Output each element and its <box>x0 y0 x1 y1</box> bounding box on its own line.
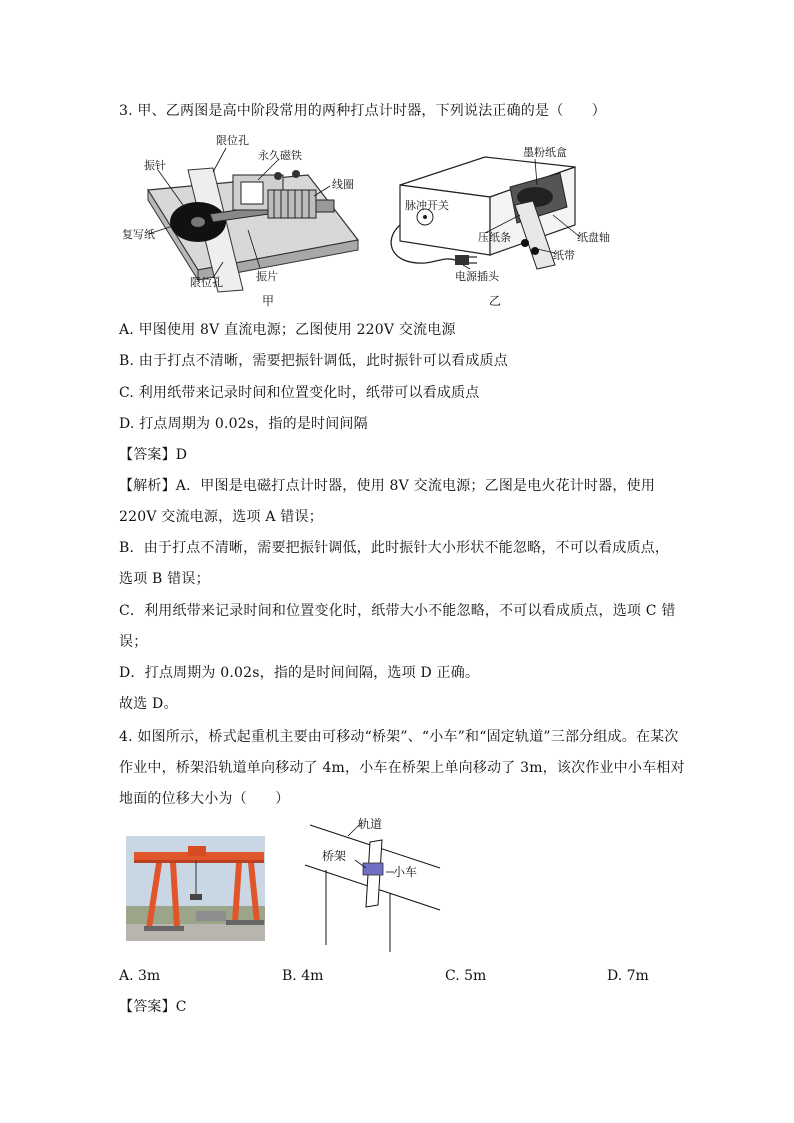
crane-photo <box>126 836 265 941</box>
q4-stem-line-2: 作业中，桥架沿轨道单向移动了 4m，小车在桥架上单向移动了 3m，该次作业中小车相对 <box>119 760 685 776</box>
q3-analysis-line-8: 故选 D。 <box>119 696 178 712</box>
label-paper-tape: 纸带 <box>553 249 575 262</box>
label-reel-axis: 纸盘轴 <box>577 231 610 244</box>
q3-answer: 【答案】D <box>119 447 188 463</box>
crane-schematic <box>300 810 450 955</box>
q3-analysis-line-1: 【解析】A．甲图是电磁打点计时器，使用 8V 交流电源；乙图是电火花计时器，使用 <box>119 478 656 494</box>
caption-jia: 甲 <box>262 294 275 308</box>
q3-stem: 3. 甲、乙两图是高中阶段常用的两种打点计时器，下列说法正确的是（ ） <box>119 103 607 119</box>
figure-electromagnetic-timer <box>118 130 368 305</box>
label-xianweikong-bottom: 限位孔 <box>190 276 223 289</box>
q4-stem-line-1: 4. 如图所示，桥式起重机主要由可移动“桥架”、“小车”和“固定轨道”三部分组成。在某次 <box>119 729 679 745</box>
q3-analysis-line-3: B．由于打点不清晰，需要把振针调低，此时振针大小形状不能忽略，不可以看成质点， <box>119 540 670 556</box>
q3-option-d: D. 打点周期为 0.02s，指的是时间间隔 <box>119 416 368 432</box>
label-coil: 线圈 <box>332 178 354 191</box>
q3-option-c: C. 利用纸带来记录时间和位置变化时，纸带可以看成质点 <box>119 385 480 401</box>
q3-option-a: A. 甲图使用 8V 直流电源；乙图使用 220V 交流电源 <box>119 322 456 338</box>
label-bridge: 桥架 <box>322 849 347 863</box>
label-press-strip: 压纸条 <box>478 231 511 244</box>
label-permanent-magnet: 永久磁铁 <box>258 149 302 162</box>
label-cart: 小车 <box>393 865 418 879</box>
q4-option-c: C. 5m <box>445 968 487 984</box>
label-carbon-paper: 复写纸 <box>122 228 155 241</box>
caption-yi: 乙 <box>489 294 502 308</box>
q4-stem-line-3: 地面的位移大小为（ ） <box>119 791 290 807</box>
q3-analysis-line-2: 220V 交流电源，选项 A 错误； <box>119 509 323 525</box>
label-rail: 轨道 <box>358 817 383 831</box>
q3-analysis-line-5: C．利用纸带来记录时间和位置变化时，纸带大小不能忽略，不可以看成质点，选项 C 错 <box>119 603 676 619</box>
label-pulse-switch: 脉冲开关 <box>405 199 449 212</box>
q4-option-a: A. 3m <box>119 968 161 984</box>
label-power-plug: 电源插头 <box>455 270 499 283</box>
q3-option-b: B. 由于打点不清晰，需要把振针调低，此时振针可以看成质点 <box>119 353 508 369</box>
q4-answer: 【答案】C <box>119 999 187 1015</box>
q3-analysis-line-7: D．打点周期为 0.02s，指的是时间间隔，选项 D 正确。 <box>119 665 480 681</box>
label-vibrating-needle: 振针 <box>144 159 166 172</box>
figure-spark-timer <box>385 145 620 290</box>
label-toner-box: 墨粉纸盒 <box>523 146 567 159</box>
q4-option-b: B. 4m <box>282 968 324 984</box>
q4-option-d: D. 7m <box>607 968 649 984</box>
label-xianweikong-top: 限位孔 <box>216 134 249 147</box>
q3-analysis-line-6: 误； <box>119 634 148 650</box>
q3-analysis-line-4: 选项 B 错误； <box>119 571 210 587</box>
label-vibrating-plate: 振片 <box>256 270 278 283</box>
